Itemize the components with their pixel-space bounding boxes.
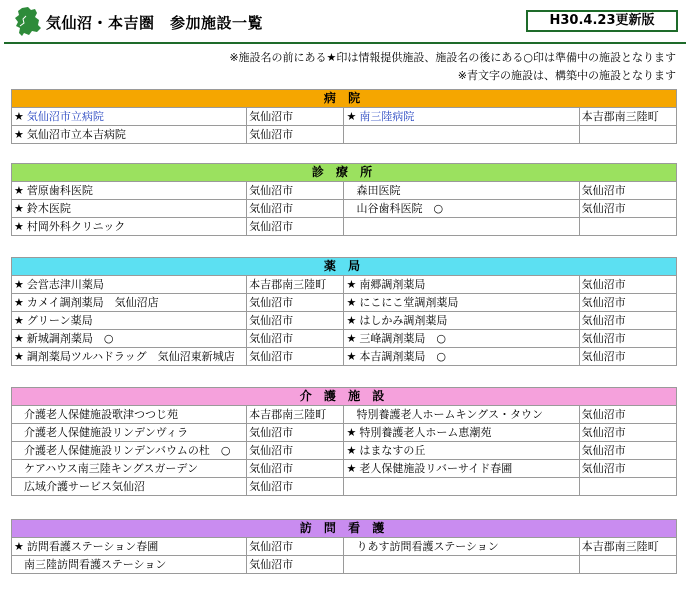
star-icon: ★: [346, 350, 357, 363]
empty-cell: [579, 478, 676, 496]
facility-area: 気仙沼市: [247, 330, 344, 348]
empty-cell: [344, 556, 579, 574]
miyagi-map-icon: [12, 6, 44, 38]
star-icon: [14, 558, 21, 571]
page-title: 気仙沼・本吉圏 参加施設一覧: [46, 14, 264, 32]
facility-label: 三峰調剤薬局 ○: [359, 332, 446, 345]
star-icon: ★: [14, 184, 24, 197]
section-header: 訪 問 看 護: [12, 520, 677, 538]
empty-cell: [344, 478, 579, 496]
facility-area: 気仙沼市: [247, 108, 344, 126]
table-row: [12, 312, 677, 330]
star-icon: ★: [14, 314, 24, 327]
legend-note-blue: ※青文字の施設は、構築中の施設となります: [457, 69, 676, 82]
facility-label: 鈴木医院: [26, 202, 71, 215]
facility-area: 気仙沼市: [247, 312, 344, 330]
facility-name: [12, 276, 247, 294]
empty-cell: [344, 218, 579, 236]
facility-area: 気仙沼市: [579, 182, 676, 200]
empty-cell: [344, 126, 579, 144]
facility-name: [344, 460, 579, 478]
table-row: [12, 330, 677, 348]
star-icon: [346, 540, 353, 553]
table-row: [12, 218, 677, 236]
header-divider: [4, 42, 686, 44]
facility-label: 森田医院: [356, 184, 401, 197]
table-row: [12, 556, 677, 574]
empty-cell: [579, 218, 676, 236]
facility-label[interactable]: 南三陸病院: [359, 110, 415, 123]
table-row: [12, 182, 677, 200]
facility-name: [12, 478, 247, 496]
star-icon: ★: [14, 296, 24, 309]
facility-label: 新城調剤薬局 ○: [26, 332, 114, 345]
section-header: 診 療 所: [12, 164, 677, 182]
facility-name: [344, 276, 579, 294]
facility-name: [344, 406, 579, 424]
table-row: [12, 460, 677, 478]
facility-area: 気仙沼市: [247, 182, 344, 200]
facility-area: 気仙沼市: [579, 424, 676, 442]
facility-area: 気仙沼市: [247, 348, 344, 366]
star-icon: ★: [14, 128, 24, 141]
facility-label: 山谷歯科医院 ○: [356, 202, 444, 215]
facility-area: 気仙沼市: [579, 294, 676, 312]
facility-area: 本吉郡南三陸町: [247, 406, 344, 424]
facility-area: 気仙沼市: [247, 556, 344, 574]
table-row: [12, 276, 677, 294]
table-row: [12, 348, 677, 366]
facility-name: [12, 330, 247, 348]
star-icon: ★: [346, 296, 357, 309]
facility-label: 南郷調剤薬局: [359, 278, 426, 291]
star-icon: ★: [14, 350, 24, 363]
facility-label: 特別養護老人ホームキングス・タウン: [356, 408, 544, 421]
star-icon: ★: [14, 202, 24, 215]
facility-name: [344, 330, 579, 348]
facility-name: [12, 200, 247, 218]
section-table: [11, 89, 677, 144]
table-row: [12, 294, 677, 312]
facility-label: にこにこ堂調剤薬局: [359, 296, 459, 309]
facility-label[interactable]: 気仙沼市立病院: [26, 110, 104, 123]
facility-name: [344, 538, 579, 556]
star-icon: ★: [346, 462, 357, 475]
facility-area: 気仙沼市: [579, 406, 676, 424]
star-icon: [14, 480, 21, 493]
star-icon: ★: [14, 278, 24, 291]
star-icon: ★: [346, 110, 357, 123]
star-icon: ★: [14, 540, 24, 553]
section-header: 病 院: [12, 90, 677, 108]
star-icon: ★: [14, 332, 24, 345]
facility-area: 本吉郡南三陸町: [247, 276, 344, 294]
facility-name: [12, 424, 247, 442]
facility-name: [12, 294, 247, 312]
empty-cell: [579, 556, 676, 574]
star-icon: [346, 202, 353, 215]
table-row: [12, 406, 677, 424]
facility-name: [344, 200, 579, 218]
table-row: [12, 200, 677, 218]
facility-label: りあす訪問看護ステーション: [356, 540, 499, 553]
section-table: [11, 387, 677, 496]
star-icon: [346, 184, 353, 197]
facility-name: [12, 406, 247, 424]
facility-label: 本吉調剤薬局 ○: [359, 350, 446, 363]
facility-label: 広域介護サービス気仙沼: [24, 480, 145, 493]
table-row: [12, 442, 677, 460]
facility-name: [344, 182, 579, 200]
facility-area: 気仙沼市: [247, 126, 344, 144]
star-icon: ★: [14, 110, 24, 123]
facility-label: 気仙沼市立本吉病院: [26, 128, 126, 141]
facility-area: 本吉郡南三陸町: [579, 108, 676, 126]
facility-name[interactable]: [344, 108, 579, 126]
table-row: [12, 108, 677, 126]
facility-area: 気仙沼市: [579, 200, 676, 218]
facility-label: 南三陸訪問看護ステーション: [24, 558, 167, 571]
section-table: [11, 519, 677, 574]
facility-area: 気仙沼市: [247, 218, 344, 236]
facility-label: 会営志津川薬局: [26, 278, 104, 291]
facility-area: 気仙沼市: [579, 442, 676, 460]
facility-name: [12, 442, 247, 460]
facility-area: 気仙沼市: [247, 294, 344, 312]
star-icon: ★: [346, 278, 357, 291]
star-icon: ★: [346, 332, 357, 345]
facility-name: [344, 348, 579, 366]
star-icon: [346, 408, 353, 421]
table-row: [12, 478, 677, 496]
star-icon: ★: [346, 314, 357, 327]
facility-area: 気仙沼市: [247, 478, 344, 496]
facility-area: 気仙沼市: [579, 330, 676, 348]
page-header: [0, 0, 690, 44]
star-icon: [14, 444, 21, 457]
table-row: [12, 424, 677, 442]
facility-area: 気仙沼市: [247, 538, 344, 556]
facility-name: [12, 218, 247, 236]
section-header: 薬 局: [12, 258, 677, 276]
section-header: 介 護 施 設: [12, 388, 677, 406]
facility-area: 気仙沼市: [579, 276, 676, 294]
star-icon: [14, 408, 21, 421]
facility-label: 調剤薬局ツルハドラッグ 気仙沼東新城店: [26, 350, 235, 363]
section-table: [11, 257, 677, 366]
star-icon: ★: [14, 220, 24, 233]
table-row: [12, 538, 677, 556]
facility-name: [344, 442, 579, 460]
facility-name: [344, 294, 579, 312]
facility-label: カメイ調剤薬局 気仙沼店: [26, 296, 159, 309]
facility-label: 介護老人保健施設リンデンバウムの杜 ○: [24, 444, 231, 457]
facility-name: [12, 348, 247, 366]
facility-area: 気仙沼市: [247, 424, 344, 442]
facility-name: [344, 312, 579, 330]
facility-label: 菅原歯科医院: [26, 184, 93, 197]
facility-label: 介護老人保健施設リンデンヴィラ: [24, 426, 189, 439]
facility-name: [12, 556, 247, 574]
facility-label: 介護老人保健施設歌津つつじ苑: [24, 408, 178, 421]
facility-area: 本吉郡南三陸町: [579, 538, 676, 556]
facility-name[interactable]: [12, 108, 247, 126]
facility-label: はしかみ調剤薬局: [359, 314, 448, 327]
facility-label: 村岡外科クリニック: [26, 220, 126, 233]
facility-label: 訪問看護ステーション春圃: [26, 540, 159, 553]
star-icon: ★: [346, 444, 357, 457]
star-icon: ★: [346, 426, 357, 439]
section-table: [11, 163, 677, 236]
facility-area: 気仙沼市: [247, 200, 344, 218]
facility-area: 気仙沼市: [579, 460, 676, 478]
facility-label: はまなすの丘: [359, 444, 426, 457]
facility-area: 気仙沼市: [579, 312, 676, 330]
legend-note-star: ※施設名の前にある★印は情報提供施設、施設名の後にある○印は準備中の施設となります: [229, 51, 676, 64]
facility-label: ケアハウス南三陸キングスガーデン: [24, 462, 199, 475]
star-icon: [14, 462, 21, 475]
facility-name: [12, 460, 247, 478]
facility-name: [12, 126, 247, 144]
version-badge: H30.4.23更新版: [526, 10, 678, 32]
facility-label: グリーン薬局: [26, 314, 93, 327]
facility-area: 気仙沼市: [247, 460, 344, 478]
facility-name: [12, 312, 247, 330]
facility-name: [12, 538, 247, 556]
facility-name: [12, 182, 247, 200]
star-icon: [14, 426, 21, 439]
facility-label: 老人保健施設リバーサイド春圃: [359, 462, 513, 475]
facility-label: 特別養護老人ホーム恵潮苑: [359, 426, 492, 439]
table-row: [12, 126, 677, 144]
facility-name: [344, 424, 579, 442]
facility-area: 気仙沼市: [247, 442, 344, 460]
empty-cell: [579, 126, 676, 144]
facility-area: 気仙沼市: [579, 348, 676, 366]
